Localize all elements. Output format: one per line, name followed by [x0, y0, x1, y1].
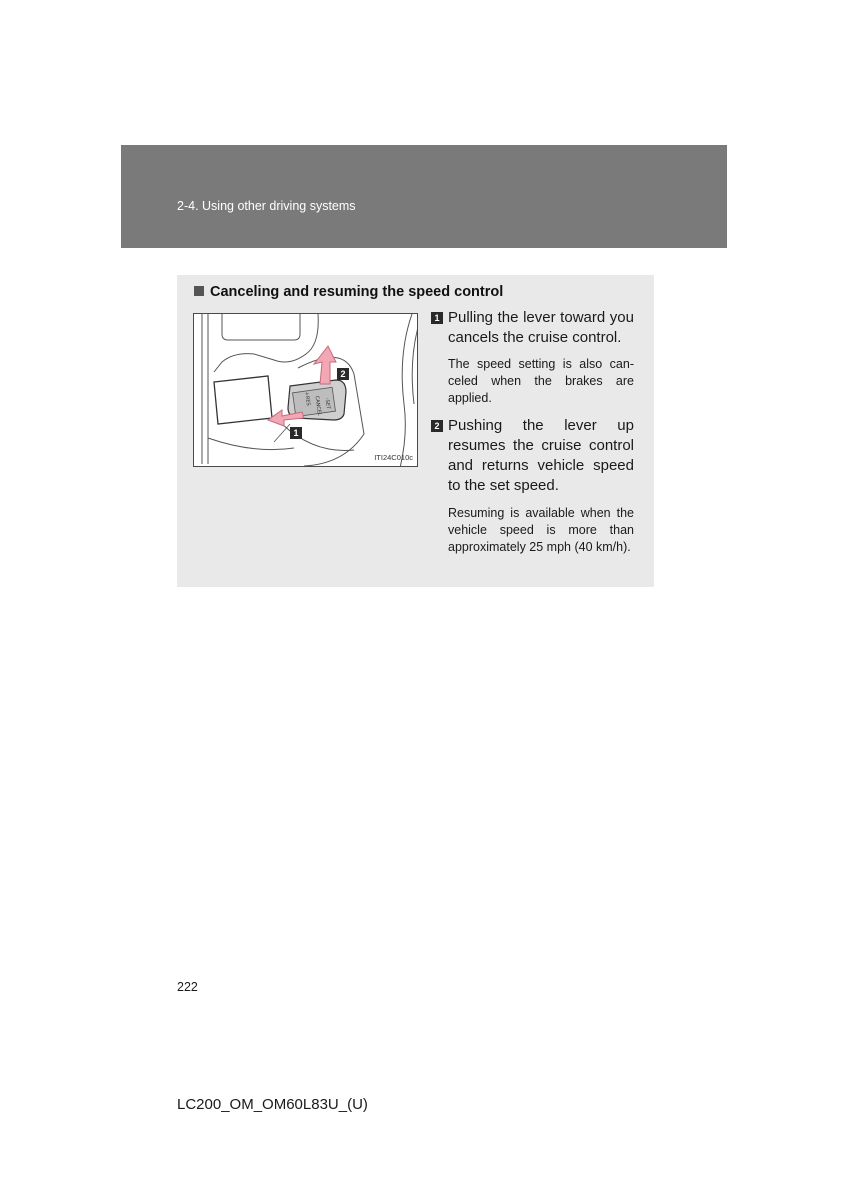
step-note-2: Resuming is available when the vehicle speed is more than approximately 25 mph (40 km/h). — [448, 506, 634, 554]
figure-code: ITI24C010c — [374, 453, 413, 462]
page-number: 222 — [177, 980, 198, 994]
header-band — [121, 145, 727, 248]
lever-illustration — [193, 313, 418, 467]
step-text-2: Pushing the lever up resumes the cruise control and returns vehicle speed to the set speed. — [448, 417, 634, 494]
callout-2-icon: 2 — [337, 368, 349, 380]
svg-text:+RES: +RES — [303, 391, 312, 407]
document-code: LC200_OM_OM60L83U_(U) — [177, 1096, 368, 1113]
square-bullet-icon — [194, 286, 204, 296]
step-number-2: 2 — [431, 420, 443, 432]
lever-drawing — [194, 314, 418, 467]
svg-text:-SET: -SET — [323, 397, 331, 410]
section-title: 2-4. Using other driving systems — [177, 199, 356, 213]
step-text-1: Pulling the lever toward you cancels the cruise control. — [448, 309, 634, 346]
box-title — [194, 284, 503, 300]
callout-1-icon: 1 — [290, 427, 302, 439]
svg-text:CANCEL: CANCEL — [313, 395, 323, 417]
list-item — [431, 416, 634, 496]
step-number-1: 1 — [431, 312, 443, 324]
box-title-text: Canceling and resuming the speed control — [210, 284, 504, 300]
instruction-column — [431, 308, 634, 556]
step-note-1: The speed setting is also canceled when the brakes are applied. — [448, 357, 634, 405]
info-box — [177, 275, 654, 587]
list-item — [431, 308, 634, 348]
